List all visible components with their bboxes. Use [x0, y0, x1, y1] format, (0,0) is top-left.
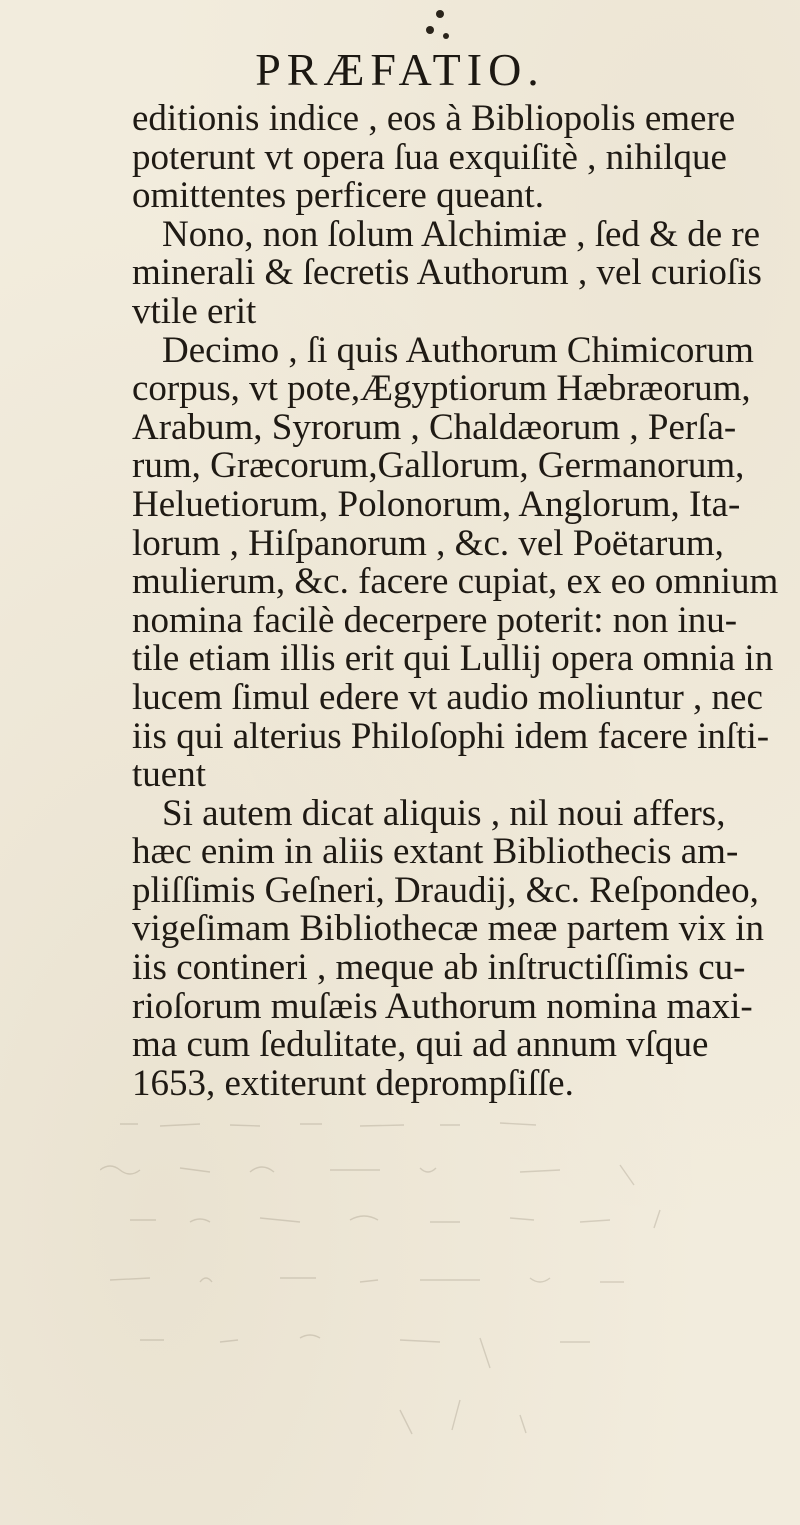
paragraph-first-line: Si autem dicat aliquis , nil noui affers, [162, 792, 726, 834]
text-line: hæc enim in aliis extant Bibliothecis am- [132, 831, 739, 873]
text-line: iis contineri , meque ab inſtructiſſimis cu- [132, 947, 746, 989]
body-text [132, 100, 792, 1103]
text-line: iis qui alterius Philoſophi idem facere inſti- [132, 715, 770, 757]
text-line: poterunt vt opera ſua exquiſitè , nihilque [132, 136, 727, 178]
text-line: minerali & ſecretis Authorum , vel curioſis [132, 252, 762, 294]
text-line: Heluetiorum, Polonorum, Anglorum, Ita- [132, 483, 741, 525]
text-line: lorum , Hiſpanorum , &c. vel Poëtarum, [132, 522, 724, 564]
running-head: PRÆFATIO. [255, 44, 545, 95]
text-line: editionis indice , eos à Bibliopolis emere [132, 98, 736, 139]
text-line: Arabum, Syrorum , Chaldæorum , Perſa- [132, 406, 737, 448]
text-line: ma cum ſedulitate, qui ad annum vſque [132, 1024, 709, 1066]
paragraph-first-line: Decimo , ſi quis Authorum Chimicorum [162, 329, 754, 371]
text-line: mulierum, &c. facere cupiat, ex eo omnium [132, 561, 779, 603]
text-line: 1653, extiterunt deprompſiſſe. [132, 1062, 574, 1104]
ornament-icon [420, 6, 460, 46]
text-line: omittentes perficere queant. [132, 175, 544, 217]
text-line: vtile erit [132, 290, 257, 332]
text-line: rioſorum muſæis Authorum nomina maxi- [132, 985, 753, 1027]
text-line: tuent [132, 754, 206, 796]
text-line: vigeſimam Bibliothecæ meæ partem vix in [132, 908, 764, 950]
text-line: pliſſimis Geſneri, Draudij, &c. Reſpondeo, [132, 869, 759, 911]
text-line: nomina facilè decerpere poterit: non inu- [132, 599, 738, 641]
paragraph-first-line: Nono, non ſolum Alchimiæ , ſed & de re [162, 213, 761, 255]
show-through-texture [100, 1110, 790, 1470]
text-line: rum, Græcorum,Gallorum, Germanorum, [132, 445, 745, 487]
text-line: lucem ſimul edere vt audio moliuntur , nec [132, 676, 763, 718]
text-line: tile etiam illis erit qui Lullij opera omnia in [132, 638, 774, 680]
text-line: corpus, vt pote,Ægyptiorum Hæbræorum, [132, 368, 751, 410]
